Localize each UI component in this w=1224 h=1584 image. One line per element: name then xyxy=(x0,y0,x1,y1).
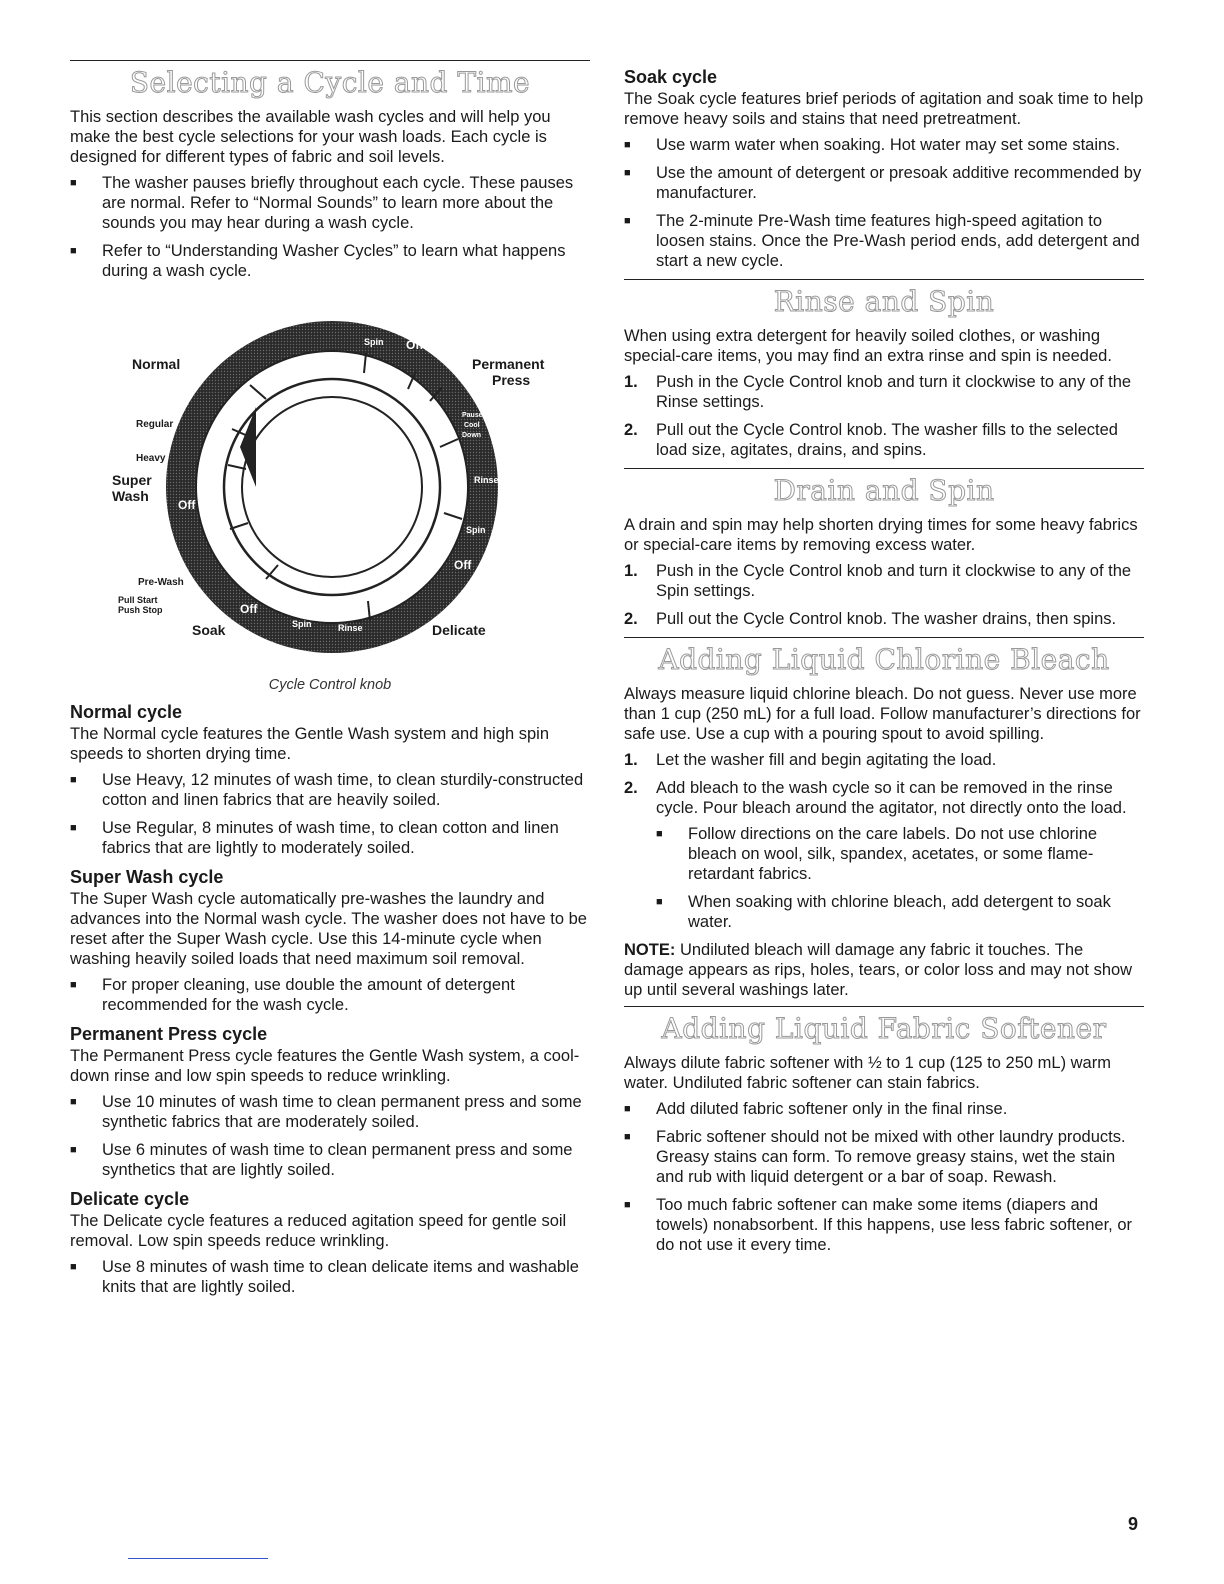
ring-label-spin-right: Spin xyxy=(466,525,486,535)
section-rule xyxy=(624,1006,1144,1007)
list-item: 2. Pull out the Cycle Control knob. The washer drains, then spins. xyxy=(624,610,1117,628)
permanent-press-body: The Permanent Press cycle features the Gentle Wash system, a cool-down rinse and low spin speeds to reduce wrinkling. xyxy=(70,1047,580,1085)
list-item: ■ For proper cleaning, use double the amount of detergent recommended for the wash cycle. xyxy=(70,975,590,1015)
label-pull-start: Pull Start xyxy=(118,595,158,605)
bleach-steps xyxy=(624,750,1144,932)
ring-label-off-right: Off xyxy=(454,558,472,572)
ring-label-off-top: Off xyxy=(406,338,424,352)
label-regular: Regular xyxy=(136,419,174,430)
ring-label-rinse-top: Rinse xyxy=(316,353,341,363)
bleach-sub-bullets xyxy=(656,824,1144,932)
section-heading-drain-spin: Drain and Spin xyxy=(773,474,995,507)
permanent-press-title: Permanent Press cycle xyxy=(70,1024,268,1044)
soak-cycle-body: The Soak cycle features brief periods of agitation and soak time to help remove heavy soils and stains that need pretreatment. xyxy=(624,90,1144,128)
list-item: ■ Use the amount of detergent or presoak additive recommended by manufacturer. xyxy=(624,163,1144,203)
rinse-spin-body: When using extra detergent for heavily soiled clothes, or washing special-care items, you may find an extra rinse and spin is needed. xyxy=(624,327,1112,365)
left-column xyxy=(70,60,590,1305)
list-item: ■ The washer pauses briefly throughout each cycle. These pauses are normal. Refer to “Normal Sounds” to learn more about the sounds you may hear during a wash cycle. xyxy=(70,173,590,233)
intro-bullets xyxy=(70,173,590,281)
rinse-spin-steps xyxy=(624,372,1144,460)
softener-body: Always dilute fabric softener with ½ to 1 cup (125 to 250 mL) warm water. Undiluted fabric softener can stain fabrics. xyxy=(624,1054,1111,1092)
list-item: 1. Let the washer fill and begin agitating the load. xyxy=(624,751,997,769)
knob-illustration xyxy=(70,289,590,677)
label-delicate: Delicate xyxy=(432,622,486,638)
list-item: ■ Use Heavy, 12 minutes of wash time, to clean sturdily-constructed cotton and linen fabrics that are heavily soiled. xyxy=(70,770,590,810)
list-item: ■ Follow directions on the care labels. Do not use chlorine bleach on wool, silk, spandex, acetates, or some flame-retardant fabrics. xyxy=(656,824,1144,884)
list-item: ■ Use warm water when soaking. Hot water may set some stains. xyxy=(624,135,1144,155)
list-item: ■ Use 10 minutes of wash time to clean permanent press and some synthetic fabrics that are moderately soiled. xyxy=(70,1092,590,1132)
list-item: ■ Refer to “Understanding Washer Cycles” to learn what happens during a wash cycle. xyxy=(70,241,590,281)
ring-label-spin-top: Spin xyxy=(364,337,384,347)
knob-center xyxy=(242,397,422,577)
list-item: 2. Pull out the Cycle Control knob. The washer fills to the selected load size, agitates, drains, and spins. xyxy=(624,421,1118,459)
knob-caption: Cycle Control knob xyxy=(268,677,392,693)
ring-label-down: Down xyxy=(462,432,482,439)
list-item: 1. Push in the Cycle Control knob and turn it clockwise to any of the Spin settings. xyxy=(624,562,1132,600)
list-item: 2. Add bleach to the wash cycle so it can be removed in the rinse cycle. Pour bleach around the agitator, not directly onto the load. ■ Follow directions on the care labels. Do not use chlorine bleach on wool, silk, spandex, acetates, or some flame-retardant fabrics. ■ When soaking with chlorine bleach, add detergent to soak water. xyxy=(624,778,1144,932)
section-rule xyxy=(70,60,590,61)
soak-cycle-title: Soak cycle xyxy=(624,67,718,87)
label-normal: Normal xyxy=(132,356,181,372)
list-item: ■ When soaking with chlorine bleach, add detergent to soak water. xyxy=(656,892,1144,932)
section-rule xyxy=(624,468,1144,469)
section-heading-rinse-spin: Rinse and Spin xyxy=(773,285,995,318)
bleach-body: Always measure liquid chlorine bleach. Do not guess. Never use more than 1 cup (250 mL) for a full load. Follow manufacturer’s directions for safe use. Use a cup with a pouring spout to avoid spilling. xyxy=(624,685,1141,743)
softener-bullets xyxy=(624,1099,1144,1255)
bleach-note: NOTE: Undiluted bleach will damage any fabric it touches. The damage appears as rips, holes, tears, or color loss and may not show up until several washings later. xyxy=(624,941,1133,999)
ring-label-cool: Cool xyxy=(464,422,480,429)
delicate-bullets xyxy=(70,1257,590,1297)
list-item: ■ The 2-minute Pre-Wash time features high-speed agitation to loosen stains. Once the Pre-Wash period ends, add detergent and start a new cycle. xyxy=(624,211,1144,271)
soak-cycle-bullets xyxy=(624,135,1144,271)
right-column xyxy=(624,66,1144,1263)
cycle-control-knob-figure xyxy=(70,289,590,677)
normal-cycle-title: Normal cycle xyxy=(70,702,183,722)
ring-label-rinse-right: Rinse xyxy=(474,475,499,485)
normal-cycle-bullets xyxy=(70,770,590,858)
label-heavy: Heavy xyxy=(136,453,166,464)
section-heading-bleach: Adding Liquid Chlorine Bleach xyxy=(658,643,1110,676)
intro-paragraph: This section describes the available wash cycles and will help you make the best cycle selections for your wash loads. Each cycle is designed for different types of fabric and soil levels. xyxy=(70,108,551,166)
ring-label-off-left: Off xyxy=(178,498,196,512)
super-wash-bullets xyxy=(70,975,590,1015)
delicate-body: The Delicate cycle features a reduced agitation speed for gentle soil removal. Low spin speeds reduce wrinkling. xyxy=(70,1212,567,1250)
normal-cycle-body: The Normal cycle features the Gentle Wash system and high spin speeds to shorten drying time. xyxy=(70,725,550,763)
list-item: ■ Use Regular, 8 minutes of wash time, to clean cotton and linen fabrics that are lightly to moderately soiled. xyxy=(70,818,590,858)
label-super: Super xyxy=(112,472,152,488)
super-wash-body: The Super Wash cycle automatically pre-washes the laundry and advances into the Normal wash cycle. The washer does not have to be reset after the Super Wash cycle. Use this 14-minute cycle when washing heavily soiled loads that need maximum soil removal. xyxy=(70,890,587,968)
label-soak: Soak xyxy=(192,622,226,638)
drain-spin-body: A drain and spin may help shorten drying times for some heavy fabrics or special-care items by removing excess water. xyxy=(624,516,1138,554)
label-wash: Wash xyxy=(112,488,149,504)
footer-rule xyxy=(128,1558,268,1559)
list-item: ■ Fabric softener should not be mixed with other laundry products. Greasy stains can form. To remove greasy stains, wet the stain and rub with liquid detergent or a bar of soap. Rewash. xyxy=(624,1127,1144,1187)
page-number: 9 xyxy=(1128,1514,1139,1534)
list-item: ■ Too much fabric softener can make some items (diapers and towels) nonabsorbent. If this happens, use less fabric softener, or do not use it every time. xyxy=(624,1195,1144,1255)
label-prewash: Pre-Wash xyxy=(138,577,184,588)
permanent-press-bullets xyxy=(70,1092,590,1180)
section-heading-softener: Adding Liquid Fabric Softener xyxy=(661,1012,1107,1045)
list-item: ■ Add diluted fabric softener only in the final rinse. xyxy=(624,1099,1144,1119)
section-rule xyxy=(624,637,1144,638)
ring-label-pause: Pause xyxy=(462,412,483,419)
label-push-stop: Push Stop xyxy=(118,605,163,615)
section-rule xyxy=(624,279,1144,280)
ring-label-off-bottom: Off xyxy=(240,602,258,616)
list-item: ■ Use 6 minutes of wash time to clean permanent press and some synthetics that are lightly soiled. xyxy=(70,1140,590,1180)
label-press: Press xyxy=(492,372,531,388)
list-item: ■ Use 8 minutes of wash time to clean delicate items and washable knits that are lightly soiled. xyxy=(70,1257,590,1297)
label-permanent: Permanent xyxy=(472,356,545,372)
super-wash-title: Super Wash cycle xyxy=(70,867,224,887)
delicate-title: Delicate cycle xyxy=(70,1189,190,1209)
ring-label-spin-bottom: Spin xyxy=(292,619,312,629)
section-heading-selecting-cycle: Selecting a Cycle and Time xyxy=(129,66,531,99)
drain-spin-steps xyxy=(624,561,1144,629)
ring-label-rinse-bottom: Rinse xyxy=(338,623,363,633)
list-item: 1. Push in the Cycle Control knob and turn it clockwise to any of the Rinse settings. xyxy=(624,373,1132,411)
